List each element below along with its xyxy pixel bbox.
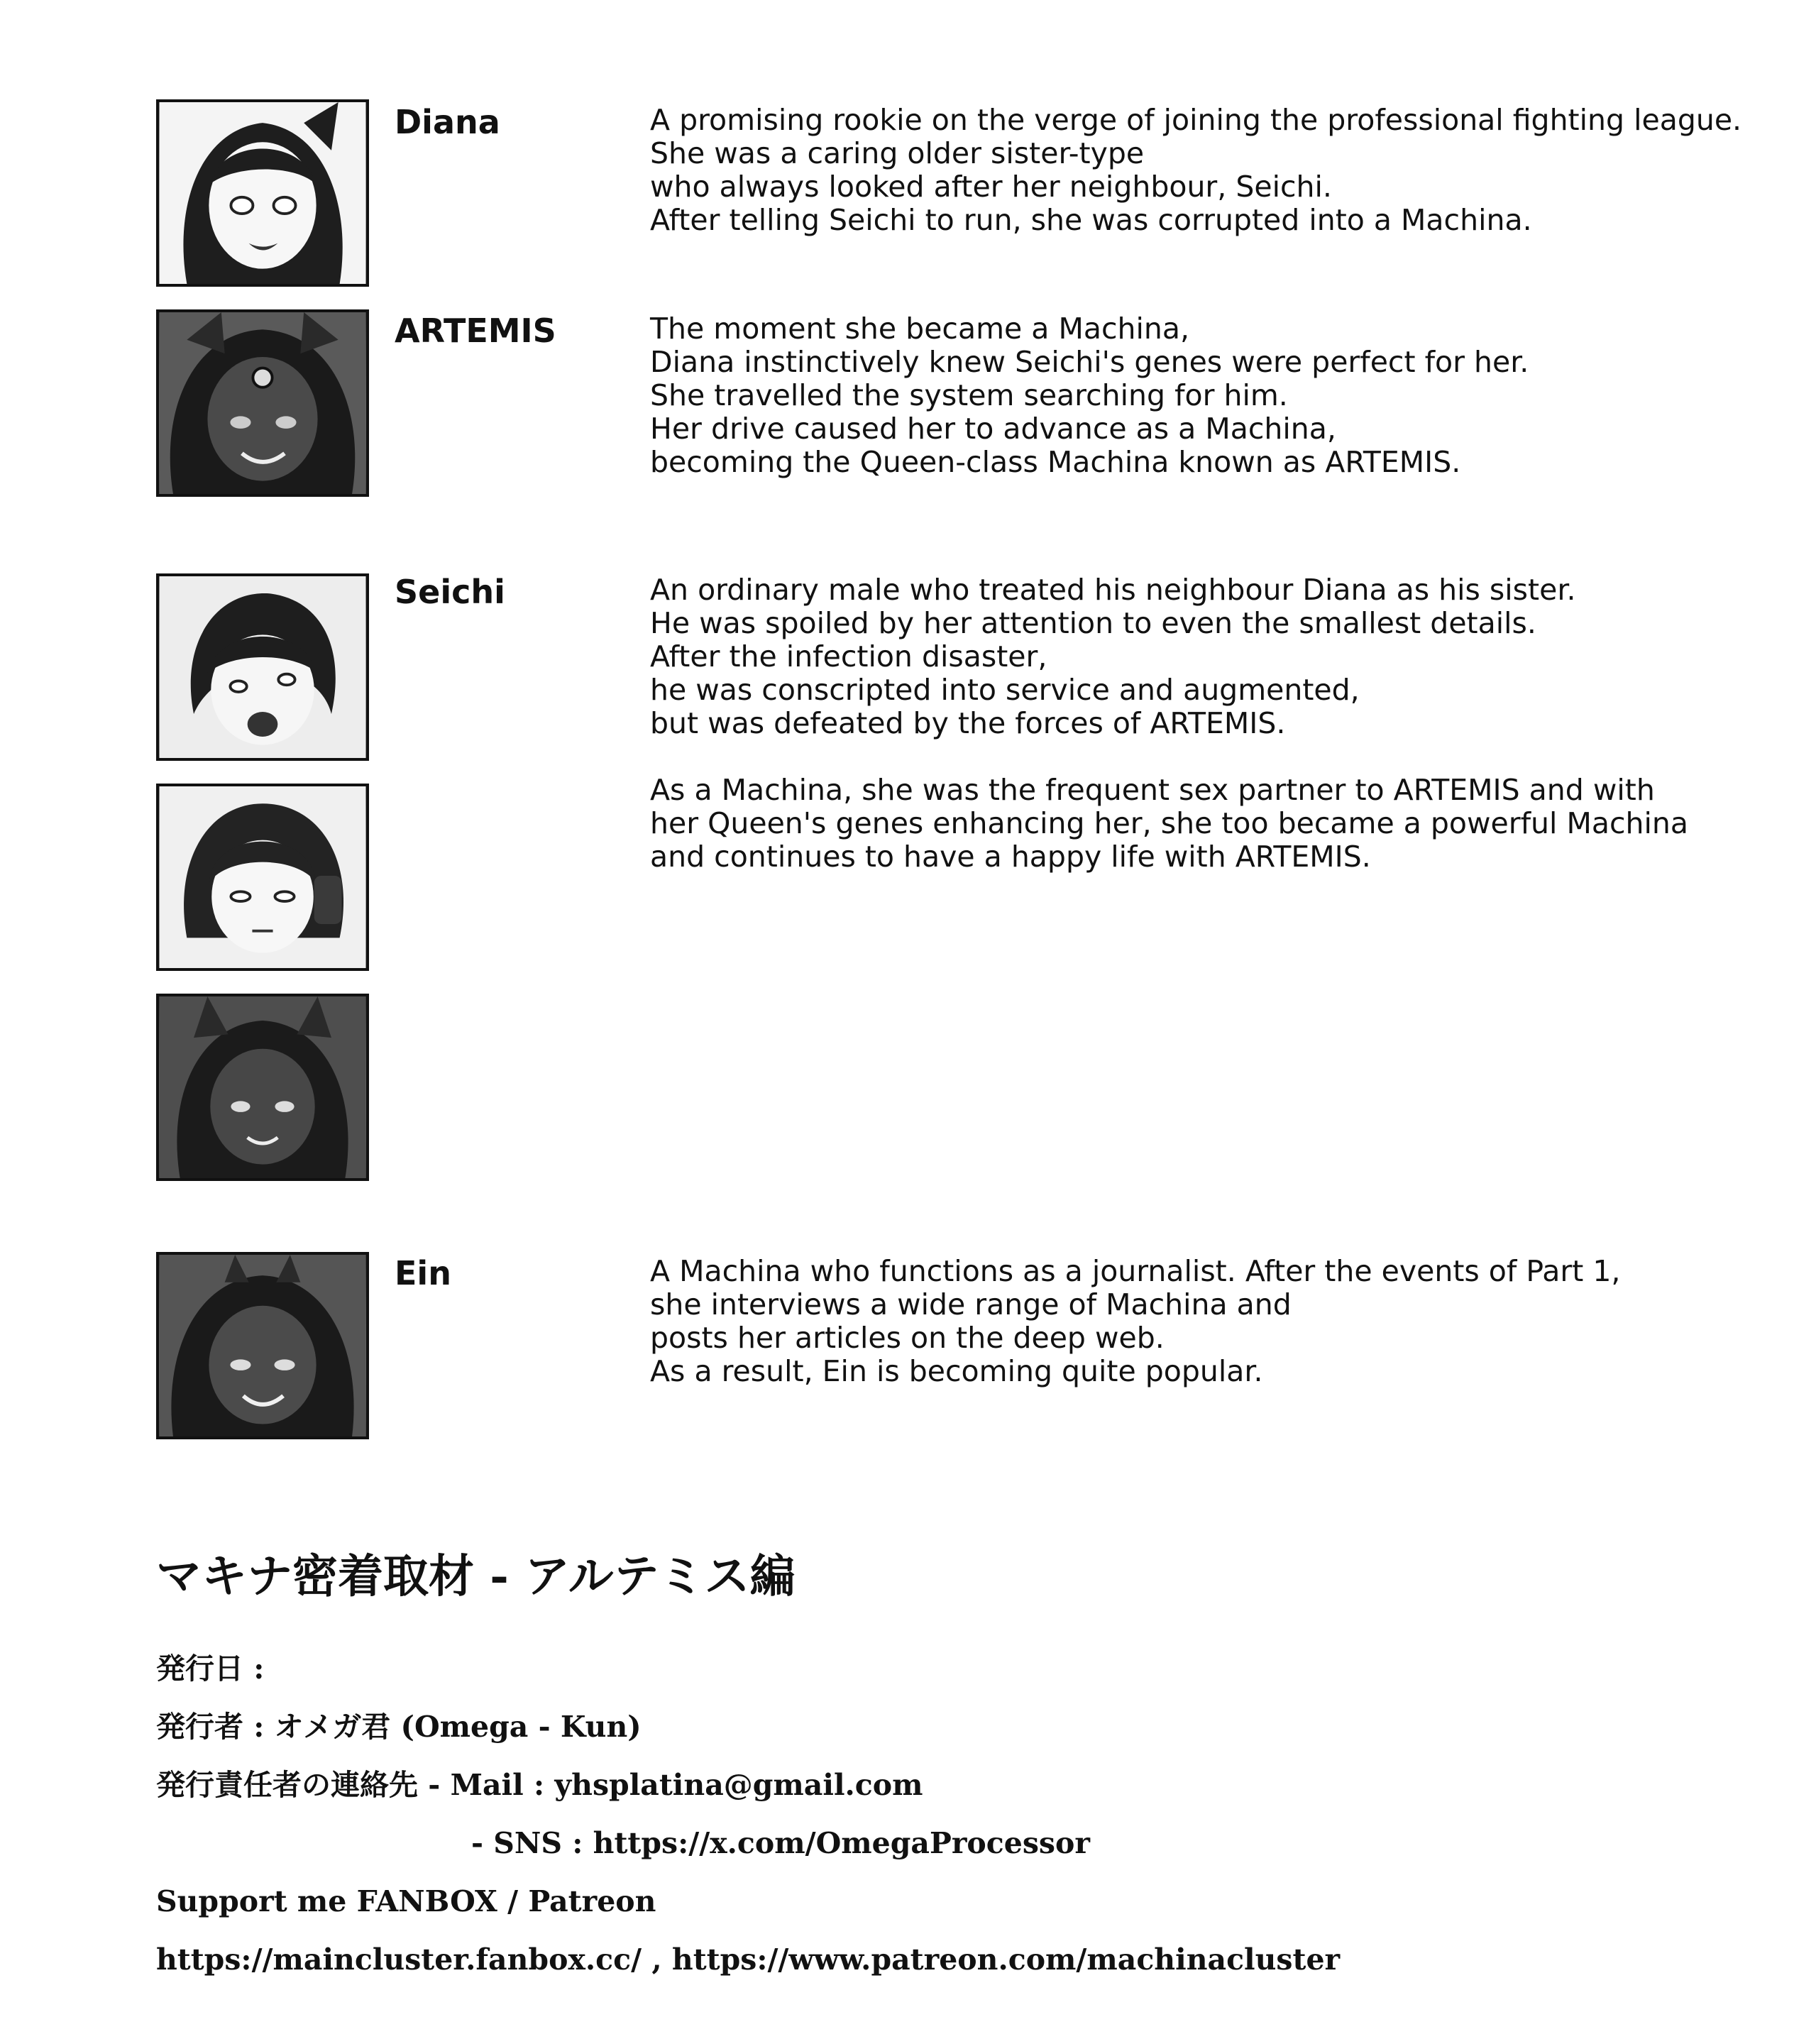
description-line: After telling Seichi to run, she was corrupted into a Machina. <box>650 203 1532 237</box>
description-line: Diana instinctively knew Seichi's genes were perfect for her. <box>650 345 1529 379</box>
support-links: https://maincluster.fanbox.cc/ , https://www.patreon.com/machinacluster <box>156 1943 1341 1977</box>
publication-date-label: 発行日 : <box>156 1652 265 1686</box>
description-diana <box>650 104 1800 237</box>
contact-mail-line: 発行責任者の連絡先 - Mail : yhsplatina@gmail.com <box>156 1768 923 1802</box>
description-line: After the infection disaster, <box>650 639 1047 674</box>
seichi-queen-portrait <box>156 994 369 1181</box>
seichi-queen-face-icon <box>159 996 366 1178</box>
description-artemis <box>650 312 1800 479</box>
description-seichi <box>650 573 1800 874</box>
artemis-face-icon <box>159 312 366 494</box>
description-ein <box>650 1255 1800 1388</box>
character-name-artemis: ARTEMIS <box>395 312 556 350</box>
seichi-portrait <box>156 573 369 761</box>
contact-sns-line: - SNS : https://x.com/OmegaProcessor <box>471 1826 1090 1860</box>
diana-portrait <box>156 99 369 287</box>
description-line: A Machina who functions as a journalist. After the events of Part 1, <box>650 1254 1621 1288</box>
description-line: who always looked after her neighbour, Seichi. <box>650 170 1332 204</box>
character-name-ein: Ein <box>395 1254 451 1292</box>
description-line: she interviews a wide range of Machina and <box>650 1287 1292 1322</box>
description-line: Her drive caused her to advance as a Machina, <box>650 412 1336 446</box>
description-line <box>650 740 1800 774</box>
artemis-portrait <box>156 309 369 497</box>
description-line: An ordinary male who treated his neighbour Diana as his sister. <box>650 573 1576 607</box>
description-line: She travelled the system searching for him. <box>650 378 1288 412</box>
description-line: As a result, Ein is becoming quite popular. <box>650 1354 1263 1388</box>
description-line: The moment she became a Machina, <box>650 312 1190 346</box>
description-line: As a Machina, she was the frequent sex partner to ARTEMIS and with <box>650 773 1655 807</box>
ein-face-icon <box>159 1255 366 1436</box>
description-line: He was spoiled by her attention to even the smallest details. <box>650 606 1536 640</box>
description-line: She was a caring older sister-type <box>650 136 1145 170</box>
description-line: but was defeated by the forces of ARTEMIS. <box>650 706 1286 740</box>
support-label: Support me FANBOX / Patreon <box>156 1884 656 1918</box>
seichi-machina-face-icon <box>159 786 366 968</box>
description-line: becoming the Queen-class Machina known as ARTEMIS. <box>650 445 1461 479</box>
colophon-title: マキナ密着取材 - アルテミス編 <box>156 1550 796 1603</box>
diana-face-icon <box>159 102 366 284</box>
publisher-line: 発行者 : オメガ君 (Omega - Kun) <box>156 1710 642 1744</box>
description-line: and continues to have a happy life with ARTEMIS. <box>650 840 1371 874</box>
seichi-machina-portrait <box>156 784 369 971</box>
description-line: he was conscripted into service and augmented, <box>650 673 1360 707</box>
description-line: her Queen's genes enhancing her, she too became a powerful Machina <box>650 806 1688 840</box>
description-line: posts her articles on the deep web. <box>650 1321 1165 1355</box>
character-name-diana: Diana <box>395 103 500 141</box>
seichi-face-icon <box>159 576 366 758</box>
ein-portrait <box>156 1252 369 1439</box>
character-name-seichi: Seichi <box>395 573 505 611</box>
description-line: A promising rookie on the verge of joining the professional fighting league. <box>650 103 1742 137</box>
